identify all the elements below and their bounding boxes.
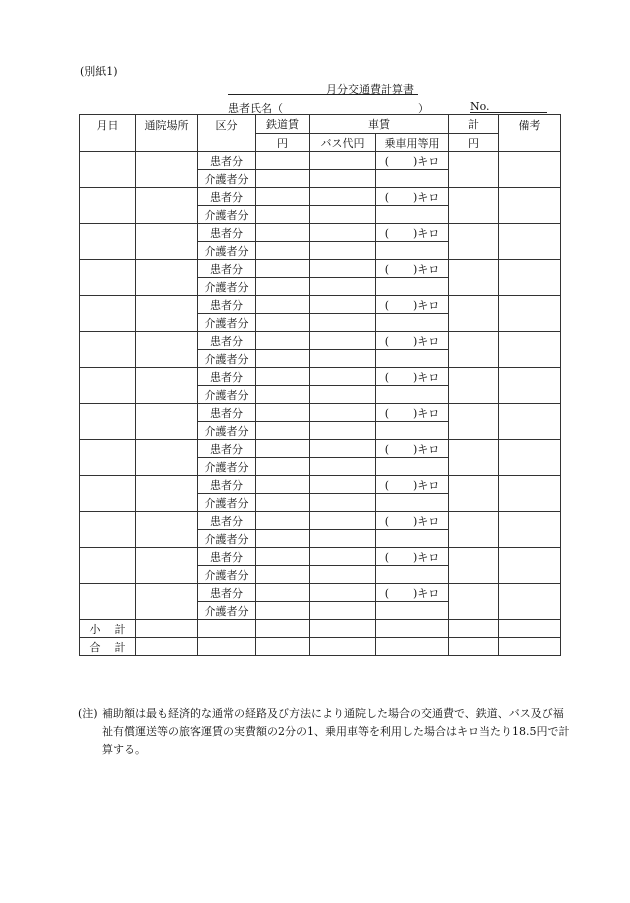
remarks-cell: [499, 296, 561, 332]
hospital-cell: [136, 584, 198, 620]
km-close: )キロ: [413, 226, 440, 240]
sum-cell: [449, 620, 499, 638]
sum-cell: [449, 332, 499, 368]
hospital-cell: [136, 260, 198, 296]
rail-cell: [256, 422, 310, 440]
category-patient: 患者分: [198, 260, 256, 278]
rail-cell: [256, 332, 310, 350]
rail-cell: [256, 386, 310, 404]
sum-cell: [449, 368, 499, 404]
car-cell: [376, 458, 449, 476]
rail-cell: [256, 584, 310, 602]
date-cell: [80, 440, 136, 476]
remarks-cell: [499, 440, 561, 476]
km-close: )キロ: [413, 370, 440, 384]
rail-cell: [256, 620, 310, 638]
date-cell: [80, 584, 136, 620]
hospital-cell: [136, 548, 198, 584]
category-caregiver: 介護者分: [198, 422, 256, 440]
category-caregiver: 介護者分: [198, 350, 256, 368]
date-cell: [80, 188, 136, 224]
bus-cell: [310, 620, 376, 638]
table-row: [80, 260, 561, 278]
rail-cell: [256, 530, 310, 548]
rail-cell: [256, 152, 310, 170]
hospital-cell: [136, 188, 198, 224]
bus-cell: [310, 278, 376, 296]
bus-cell: [310, 224, 376, 242]
table-row: [80, 224, 561, 242]
category-patient: 患者分: [198, 404, 256, 422]
header-sum-yen: 円: [449, 134, 499, 152]
bus-cell: [310, 548, 376, 566]
car-km-cell: [376, 260, 449, 278]
subtotal-row-label-first: 小: [89, 622, 101, 636]
category-cell: [198, 638, 256, 656]
number-label: No.: [470, 100, 490, 113]
table-row: [80, 584, 561, 602]
km-open: (: [384, 154, 389, 168]
category-patient: 患者分: [198, 440, 256, 458]
document-title: 月分交通費計算書: [326, 83, 414, 96]
sum-cell: [449, 224, 499, 260]
km-open: (: [384, 370, 389, 384]
bus-cell: [310, 386, 376, 404]
car-cell: [376, 620, 449, 638]
rail-cell: [256, 350, 310, 368]
total-row: [80, 638, 561, 656]
remarks-cell: [499, 548, 561, 584]
category-caregiver: 介護者分: [198, 602, 256, 620]
bus-cell: [310, 242, 376, 260]
remarks-cell: [499, 152, 561, 188]
header-row-1: [80, 115, 561, 134]
rail-cell: [256, 368, 310, 386]
car-km-cell: [376, 512, 449, 530]
bus-cell: [310, 422, 376, 440]
car-cell: [376, 314, 449, 332]
remarks-cell: [499, 368, 561, 404]
hospital-cell: [136, 512, 198, 548]
table-row: [80, 476, 561, 494]
car-cell: [376, 278, 449, 296]
hospital-cell: [136, 332, 198, 368]
header-fare: 車賃: [310, 115, 449, 134]
sum-cell: [449, 512, 499, 548]
category-patient: 患者分: [198, 224, 256, 242]
km-open: (: [384, 478, 389, 492]
category-patient: 患者分: [198, 368, 256, 386]
patient-name-label: 患者氏名（: [228, 102, 283, 115]
category-patient: 患者分: [198, 476, 256, 494]
bus-cell: [310, 512, 376, 530]
car-cell: [376, 602, 449, 620]
remarks-cell: [499, 476, 561, 512]
bus-cell: [310, 404, 376, 422]
rail-cell: [256, 458, 310, 476]
table-row: [80, 368, 561, 386]
date-cell: [80, 224, 136, 260]
remarks-cell: [499, 260, 561, 296]
bus-cell: [310, 332, 376, 350]
km-open: (: [384, 442, 389, 456]
table-row: [80, 296, 561, 314]
bus-cell: [310, 314, 376, 332]
car-km-cell: [376, 368, 449, 386]
hospital-cell: [136, 368, 198, 404]
header-category: 区分: [198, 115, 256, 152]
category-caregiver: 介護者分: [198, 242, 256, 260]
category-caregiver: 介護者分: [198, 494, 256, 512]
bus-cell: [310, 584, 376, 602]
km-close: )キロ: [413, 190, 440, 204]
header-bus: バス代円: [310, 134, 376, 152]
table-row: [80, 188, 561, 206]
table-row: [80, 404, 561, 422]
km-open: (: [384, 298, 389, 312]
table-row: [80, 332, 561, 350]
bus-cell: [310, 530, 376, 548]
km-close: )キロ: [413, 334, 440, 348]
car-km-cell: [376, 224, 449, 242]
car-cell: [376, 530, 449, 548]
km-close: )キロ: [413, 262, 440, 276]
km-open: (: [384, 334, 389, 348]
hospital-cell: [136, 476, 198, 512]
sum-cell: [449, 638, 499, 656]
rail-cell: [256, 314, 310, 332]
table-row: [80, 512, 561, 530]
rail-cell: [256, 296, 310, 314]
bus-cell: [310, 476, 376, 494]
km-close: )キロ: [413, 406, 440, 420]
car-cell: [376, 350, 449, 368]
sum-cell: [449, 476, 499, 512]
car-cell: [376, 386, 449, 404]
bus-cell: [310, 260, 376, 278]
km-close: )キロ: [413, 298, 440, 312]
date-cell: [80, 152, 136, 188]
bus-cell: [310, 440, 376, 458]
bus-cell: [310, 458, 376, 476]
bus-cell: [310, 152, 376, 170]
car-cell: [376, 494, 449, 512]
rail-cell: [256, 278, 310, 296]
hospital-cell: [136, 296, 198, 332]
header-hospital: 通院場所: [136, 115, 198, 152]
car-km-cell: [376, 188, 449, 206]
rail-cell: [256, 566, 310, 584]
km-close: )キロ: [413, 442, 440, 456]
date-cell: [80, 368, 136, 404]
category-caregiver: 介護者分: [198, 206, 256, 224]
car-km-cell: [376, 440, 449, 458]
sum-cell: [449, 404, 499, 440]
car-km-cell: [376, 332, 449, 350]
category-caregiver: 介護者分: [198, 566, 256, 584]
km-close: )キロ: [413, 550, 440, 564]
car-cell: [376, 638, 449, 656]
category-caregiver: 介護者分: [198, 170, 256, 188]
category-cell: [198, 620, 256, 638]
subtotal-row: [80, 620, 561, 638]
category-patient: 患者分: [198, 548, 256, 566]
sum-cell: [449, 296, 499, 332]
km-open: (: [384, 226, 389, 240]
rail-cell: [256, 512, 310, 530]
date-cell: [80, 296, 136, 332]
remarks-cell: [499, 332, 561, 368]
header-rail: 鉄道賃: [256, 115, 310, 134]
car-cell: [376, 170, 449, 188]
remarks-cell: [499, 404, 561, 440]
header-rail-yen: 円: [256, 134, 310, 152]
category-patient: 患者分: [198, 188, 256, 206]
rail-cell: [256, 188, 310, 206]
remarks-cell: [499, 584, 561, 620]
table-row: [80, 152, 561, 170]
hospital-cell: [136, 638, 198, 656]
rail-cell: [256, 476, 310, 494]
rail-cell: [256, 260, 310, 278]
bus-cell: [310, 206, 376, 224]
km-open: (: [384, 406, 389, 420]
km-open: (: [384, 550, 389, 564]
category-caregiver: 介護者分: [198, 386, 256, 404]
remarks-cell: [499, 224, 561, 260]
hospital-cell: [136, 224, 198, 260]
car-km-cell: [376, 548, 449, 566]
table-row: [80, 440, 561, 458]
rail-cell: [256, 224, 310, 242]
date-cell: [80, 332, 136, 368]
total-row-label-second: 計: [114, 640, 126, 654]
subtotal-row-label-second: 計: [114, 622, 126, 636]
hospital-cell: [136, 620, 198, 638]
sum-cell: [449, 584, 499, 620]
rail-cell: [256, 602, 310, 620]
category-caregiver: 介護者分: [198, 530, 256, 548]
car-km-cell: [376, 296, 449, 314]
category-patient: 患者分: [198, 332, 256, 350]
car-cell: [376, 242, 449, 260]
remarks-cell: [499, 620, 561, 638]
header-date: 月日: [80, 115, 136, 152]
sum-cell: [449, 548, 499, 584]
bus-cell: [310, 368, 376, 386]
remarks-cell: [499, 188, 561, 224]
rail-cell: [256, 494, 310, 512]
km-open: (: [384, 514, 389, 528]
category-patient: 患者分: [198, 152, 256, 170]
patient-name-close: ）: [418, 102, 429, 115]
header-car: 乗車用等用: [376, 134, 449, 152]
km-open: (: [384, 190, 389, 204]
sum-cell: [449, 260, 499, 296]
car-cell: [376, 206, 449, 224]
category-caregiver: 介護者分: [198, 278, 256, 296]
km-open: (: [384, 262, 389, 276]
car-cell: [376, 422, 449, 440]
km-close: )キロ: [413, 586, 440, 600]
date-cell: [80, 476, 136, 512]
attachment-label: (別紙1): [80, 65, 118, 78]
rail-cell: [256, 242, 310, 260]
car-cell: [376, 566, 449, 584]
sum-cell: [449, 188, 499, 224]
bus-cell: [310, 494, 376, 512]
rail-cell: [256, 404, 310, 422]
km-close: )キロ: [413, 154, 440, 168]
km-open: (: [384, 586, 389, 600]
date-cell: [80, 512, 136, 548]
car-km-cell: [376, 404, 449, 422]
date-cell: [80, 260, 136, 296]
bus-cell: [310, 566, 376, 584]
sum-cell: [449, 440, 499, 476]
category-patient: 患者分: [198, 512, 256, 530]
total-row-label-first: 合: [89, 640, 101, 654]
fare-table: [79, 114, 561, 656]
car-km-cell: [376, 152, 449, 170]
rail-cell: [256, 206, 310, 224]
car-km-cell: [376, 476, 449, 494]
table-row: [80, 548, 561, 566]
remarks-cell: [499, 638, 561, 656]
hospital-cell: [136, 440, 198, 476]
rail-cell: [256, 440, 310, 458]
header-sum: 計: [449, 115, 499, 134]
category-patient: 患者分: [198, 296, 256, 314]
km-close: )キロ: [413, 514, 440, 528]
category-caregiver: 介護者分: [198, 458, 256, 476]
bus-cell: [310, 188, 376, 206]
subtotal-row-label: [80, 620, 136, 638]
km-close: )キロ: [413, 478, 440, 492]
hospital-cell: [136, 152, 198, 188]
total-row-label: [80, 638, 136, 656]
bus-cell: [310, 296, 376, 314]
hospital-cell: [136, 404, 198, 440]
footnote-head: (注): [78, 707, 98, 720]
sum-cell: [449, 152, 499, 188]
rail-cell: [256, 548, 310, 566]
date-cell: [80, 548, 136, 584]
rail-cell: [256, 638, 310, 656]
footnote-body: 補助額は最も経済的な通常の経路及び方法により通院した場合の交通費で、鉄道、バス及び福祉有償運送等の旅客運賃の実費額の2分の1、乗用車等を利用した場合はキロ当たり18.5円で計算する。: [102, 707, 570, 756]
bus-cell: [310, 602, 376, 620]
bus-cell: [310, 170, 376, 188]
bus-cell: [310, 638, 376, 656]
remarks-cell: [499, 512, 561, 548]
rail-cell: [256, 170, 310, 188]
header-remarks: 備考: [499, 115, 561, 152]
date-cell: [80, 404, 136, 440]
car-km-cell: [376, 584, 449, 602]
category-patient: 患者分: [198, 584, 256, 602]
category-caregiver: 介護者分: [198, 314, 256, 332]
bus-cell: [310, 350, 376, 368]
